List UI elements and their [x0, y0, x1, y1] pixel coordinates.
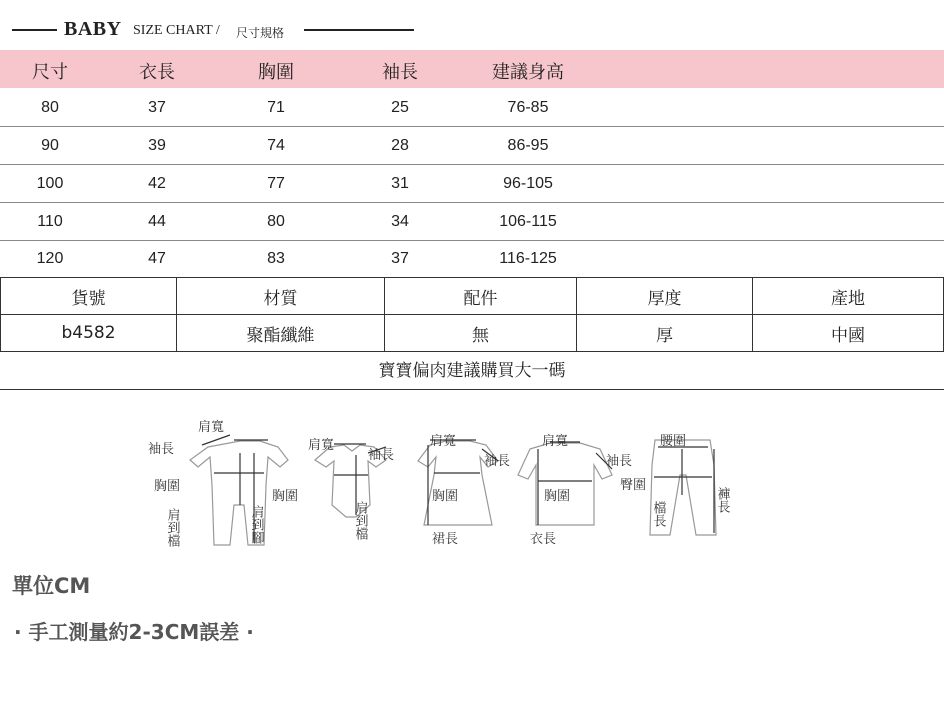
info-header-accessories: 配件: [385, 278, 577, 315]
table-row: [0, 127, 944, 165]
label-sleeve: 袖長: [484, 454, 511, 469]
info-value-origin: 中國: [753, 315, 944, 352]
size-chart-subtitle: SIZE CHART /: [133, 23, 220, 38]
label-pants-length: 褲長: [714, 487, 730, 513]
brand-title: BABY: [64, 18, 122, 40]
info-value-item-no: b4582: [1, 315, 177, 352]
cell-length: 42: [148, 175, 166, 192]
cell-chest: 83: [267, 250, 285, 267]
info-value-thickness: 厚: [577, 315, 753, 352]
chart-title-row: [0, 14, 944, 50]
label-shoulder: 肩寬: [198, 420, 225, 435]
cell-chest: 74: [267, 137, 285, 154]
size-table-header: [0, 50, 944, 88]
table-row: [0, 165, 944, 203]
error-note: · 手工測量約2-3CM誤差 ·: [14, 620, 254, 644]
label-shoulder: 肩寬: [430, 434, 457, 449]
info-header-row: [1, 278, 944, 315]
label-hip: 臀圍: [620, 478, 647, 493]
info-value-accessories: 無: [385, 315, 577, 352]
cell-size: 100: [36, 175, 64, 192]
info-value-material: 聚酯纖維: [177, 315, 385, 352]
cell-height: 86-95: [507, 137, 549, 154]
info-header-material: 材質: [177, 278, 385, 315]
col-header-length: 衣長: [139, 62, 175, 83]
info-value-row: [1, 315, 944, 352]
label-sleeve: 袖長: [368, 448, 395, 463]
unit-label: 單位CM: [12, 574, 91, 598]
cell-size: 90: [41, 137, 59, 154]
label-chest: 胸圍: [154, 479, 181, 494]
label-length: 衣長: [530, 532, 557, 547]
cell-sleeve: 25: [391, 99, 409, 116]
col-header-chest: 胸圍: [258, 62, 294, 83]
measurement-diagram: [130, 405, 760, 560]
label-crotch: 檔長: [650, 501, 666, 527]
table-row: [0, 240, 944, 277]
table-row: [0, 203, 944, 241]
sizing-advice: 寶寶偏肉建議購買大一碼: [0, 353, 944, 390]
info-header-origin: 產地: [753, 278, 944, 315]
cell-size: 80: [41, 99, 59, 116]
label-skirt-length: 裙長: [432, 532, 459, 547]
label-chest: 胸圍: [544, 489, 571, 504]
cell-height: 116-125: [499, 250, 557, 267]
cell-length: 39: [148, 137, 166, 154]
col-header-sleeve: 袖長: [382, 62, 418, 83]
label-waist: 腰圍: [660, 434, 687, 449]
cell-sleeve: 37: [391, 250, 409, 267]
label-shoulder-crotch: 肩到檔: [164, 508, 180, 547]
cell-height: 96-105: [503, 175, 553, 192]
cell-length: 37: [148, 99, 166, 116]
label-chest: 胸圍: [272, 489, 299, 504]
cell-sleeve: 28: [391, 137, 409, 154]
product-info-table: [0, 277, 944, 352]
title-rule-right: [304, 29, 414, 31]
cell-chest: 80: [267, 213, 285, 230]
cell-length: 44: [148, 213, 166, 230]
cell-length: 47: [148, 250, 166, 267]
label-chest: 胸圍: [432, 489, 459, 504]
col-header-height: 建議身高: [492, 62, 564, 83]
label-sleeve: 袖長: [148, 442, 175, 457]
cell-size: 120: [36, 250, 64, 267]
cell-height: 106-115: [499, 213, 557, 230]
label-shoulder: 肩寬: [542, 434, 569, 449]
cell-sleeve: 34: [391, 213, 409, 230]
table-row: [0, 89, 944, 127]
cell-sleeve: 31: [391, 175, 409, 192]
size-chart-subtitle-cn: 尺寸規格: [236, 26, 285, 40]
cell-size: 110: [37, 213, 63, 230]
info-header-thickness: 厚度: [577, 278, 753, 315]
info-header-item-no: 貨號: [1, 278, 177, 315]
cell-height: 76-85: [507, 99, 549, 116]
label-sleeve: 袖長: [606, 454, 633, 469]
cell-chest: 77: [267, 175, 285, 192]
col-header-size: 尺寸: [32, 62, 68, 83]
label-shoulder-foot: 肩到腳: [248, 505, 264, 544]
label-shoulder-crotch: 肩到檔: [352, 501, 368, 540]
label-shoulder: 肩寬: [308, 438, 335, 453]
cell-chest: 71: [267, 99, 285, 116]
title-rule-left: [12, 29, 57, 31]
